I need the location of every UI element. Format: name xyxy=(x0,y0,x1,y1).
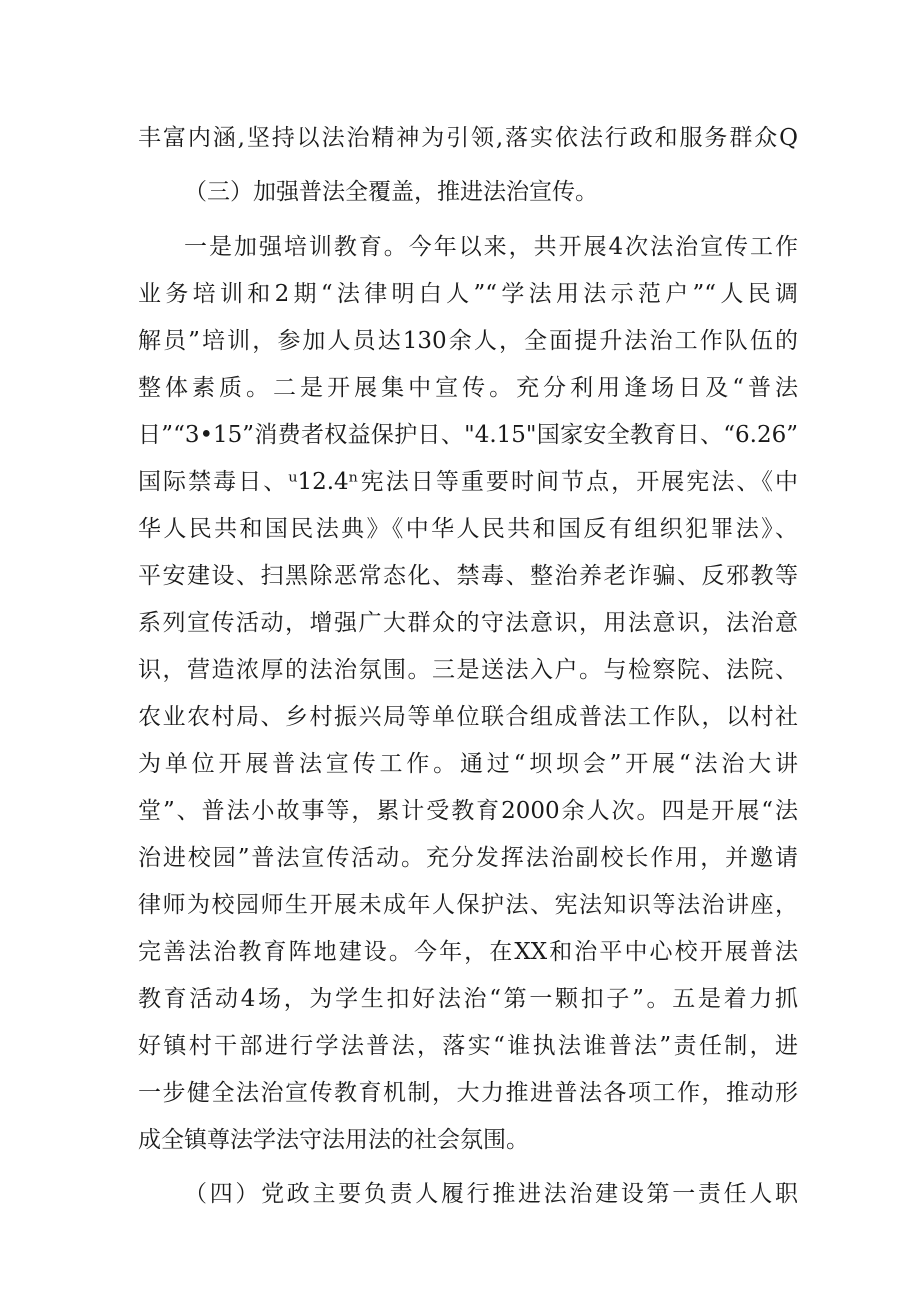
text-line-1: 丰富内涵,坚持以法治精神为引领,落实依法行政和服务群众Q xyxy=(138,125,798,151)
text-line-10: 平安建设、扫黑除恶常态化、禁毒、整治养老诈骗、反邪教等 xyxy=(138,563,798,589)
text-line-8: 国际禁毒日、ᵘ12.4ⁿ宪法日等重要时间节点，开展宪法、《中 xyxy=(138,469,798,495)
text-line-15: 堂”、普法小故事等，累计受教育2000余人次。四是开展“法 xyxy=(138,798,798,824)
text-line-21: 一步健全法治宣传教育机制，大力推进普法各项工作，推动形 xyxy=(138,1080,798,1106)
section-heading-3: （三）加强普法全覆盖，推进法治宣传。 xyxy=(184,179,598,205)
text-line-6: 整体素质。二是开展集中宣传。充分利用逢场日及“普法 xyxy=(138,375,798,401)
text-line-14: 为单位开展普法宣传工作。通过“坝坝会”开展“法治大讲 xyxy=(138,751,798,777)
text-line-22: 成全镇尊法学法守法用法的社会氛围。 xyxy=(138,1127,529,1153)
text-line-17: 律师为校园师生开展未成年人保护法、宪法知识等法治讲座， xyxy=(138,892,798,918)
text-line-12: 识，营造浓厚的法治氛围。三是送法入户。与检察院、法院、 xyxy=(138,657,798,683)
text-line-9: 华人民共和国民法典》《中华人民共和国反有组织犯罪法》、 xyxy=(138,516,798,542)
text-line-4: 业务培训和2期“法律明白人”“学法用法示范户”“人民调 xyxy=(138,281,798,307)
text-line-3: 一是加强培训教育。今年以来，共开展4次法治宣传工作 xyxy=(184,234,798,260)
section-heading-4: （四）党政主要负责人履行推进法治建设第一责任人职 xyxy=(184,1181,798,1207)
text-line-5: 解员”培训，参加人员达130余人，全面提升法治工作队伍的 xyxy=(138,328,798,354)
text-line-11: 系列宣传活动，增强广大群众的守法意识，用法意识，法治意 xyxy=(138,610,798,636)
text-line-7: 日”“3•15”消费者权益保护日、"4.15"国家安全教育日、“6.26” xyxy=(138,422,798,448)
text-line-20: 好镇村干部进行学法普法，落实“谁执法谁普法”责任制，进 xyxy=(138,1033,798,1059)
text-line-19: 教育活动4场，为学生扣好法治“第一颗扣子”。五是着力抓 xyxy=(138,986,798,1012)
text-line-18: 完善法治教育阵地建设。今年，在XX和治平中心校开展普法 xyxy=(138,939,798,965)
text-line-13: 农业农村局、乡村振兴局等单位联合组成普法工作队，以村社 xyxy=(138,704,798,730)
text-line-16: 治进校园”普法宣传活动。充分发挥法治副校长作用，并邀请 xyxy=(138,845,798,871)
